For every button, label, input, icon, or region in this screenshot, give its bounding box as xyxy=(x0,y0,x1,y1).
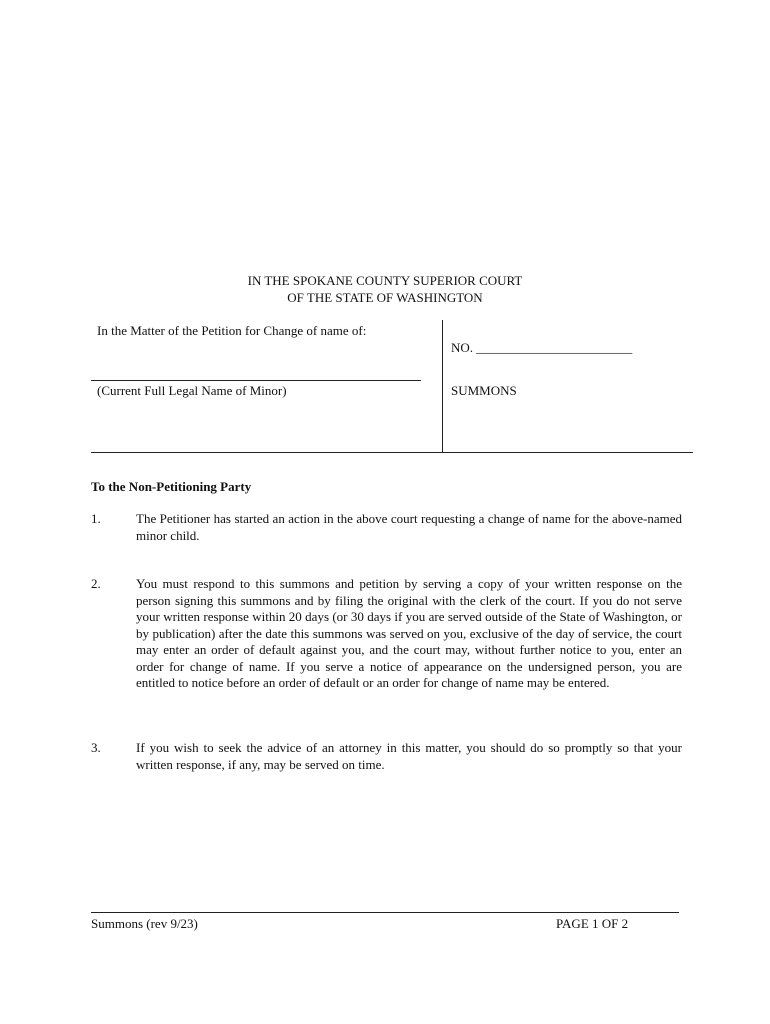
paragraph-number: 3. xyxy=(91,740,101,755)
paragraph-text: The Petitioner has started an action in the above court requesting a change of name for the above-named minor child. xyxy=(136,511,682,543)
case-number: NO. ________________________ xyxy=(451,340,633,355)
paragraph-text: If you wish to seek the advice of an attorney in this matter, you should do so promptly so that your written response, if any, may be served on time. xyxy=(136,740,682,772)
paragraph-text: You must respond to this summons and petition by serving a copy of your written response on the person signing this summons and by filing the original with the clerk of the court. If you do not serve your written response within 20 days (or 30 days if you are served outside of the State of Washington, or by publication) after the date this summons was served on you, exclusive of the day of service, the court may enter an order of default against you, and the court may, without further notice to you, enter an order for change of name. If you serve a notice of appearance on the undersigned person, you are entitled to notice before an order of default or an order for change of name may be entered. xyxy=(136,576,682,690)
court-state-line: OF THE STATE OF WASHINGTON xyxy=(287,290,483,305)
caption-divider xyxy=(442,320,443,453)
caption-bottom-rule xyxy=(91,452,693,453)
minor-name-label: (Current Full Legal Name of Minor) xyxy=(97,383,287,398)
paragraph-number: 2. xyxy=(91,576,101,591)
paragraph-number: 1. xyxy=(91,511,101,526)
document-type-title: SUMMONS xyxy=(451,383,517,398)
form-identifier: Summons (rev 9/23) xyxy=(91,916,198,931)
section-heading: To the Non-Petitioning Party xyxy=(91,479,252,494)
court-name-line: IN THE SPOKANE COUNTY SUPERIOR COURT xyxy=(247,273,523,288)
footer-rule xyxy=(91,912,679,913)
page-number: PAGE 1 OF 2 xyxy=(556,916,629,931)
minor-name-line xyxy=(91,380,421,381)
matter-text: In the Matter of the Petition for Change of name of: xyxy=(97,323,367,338)
